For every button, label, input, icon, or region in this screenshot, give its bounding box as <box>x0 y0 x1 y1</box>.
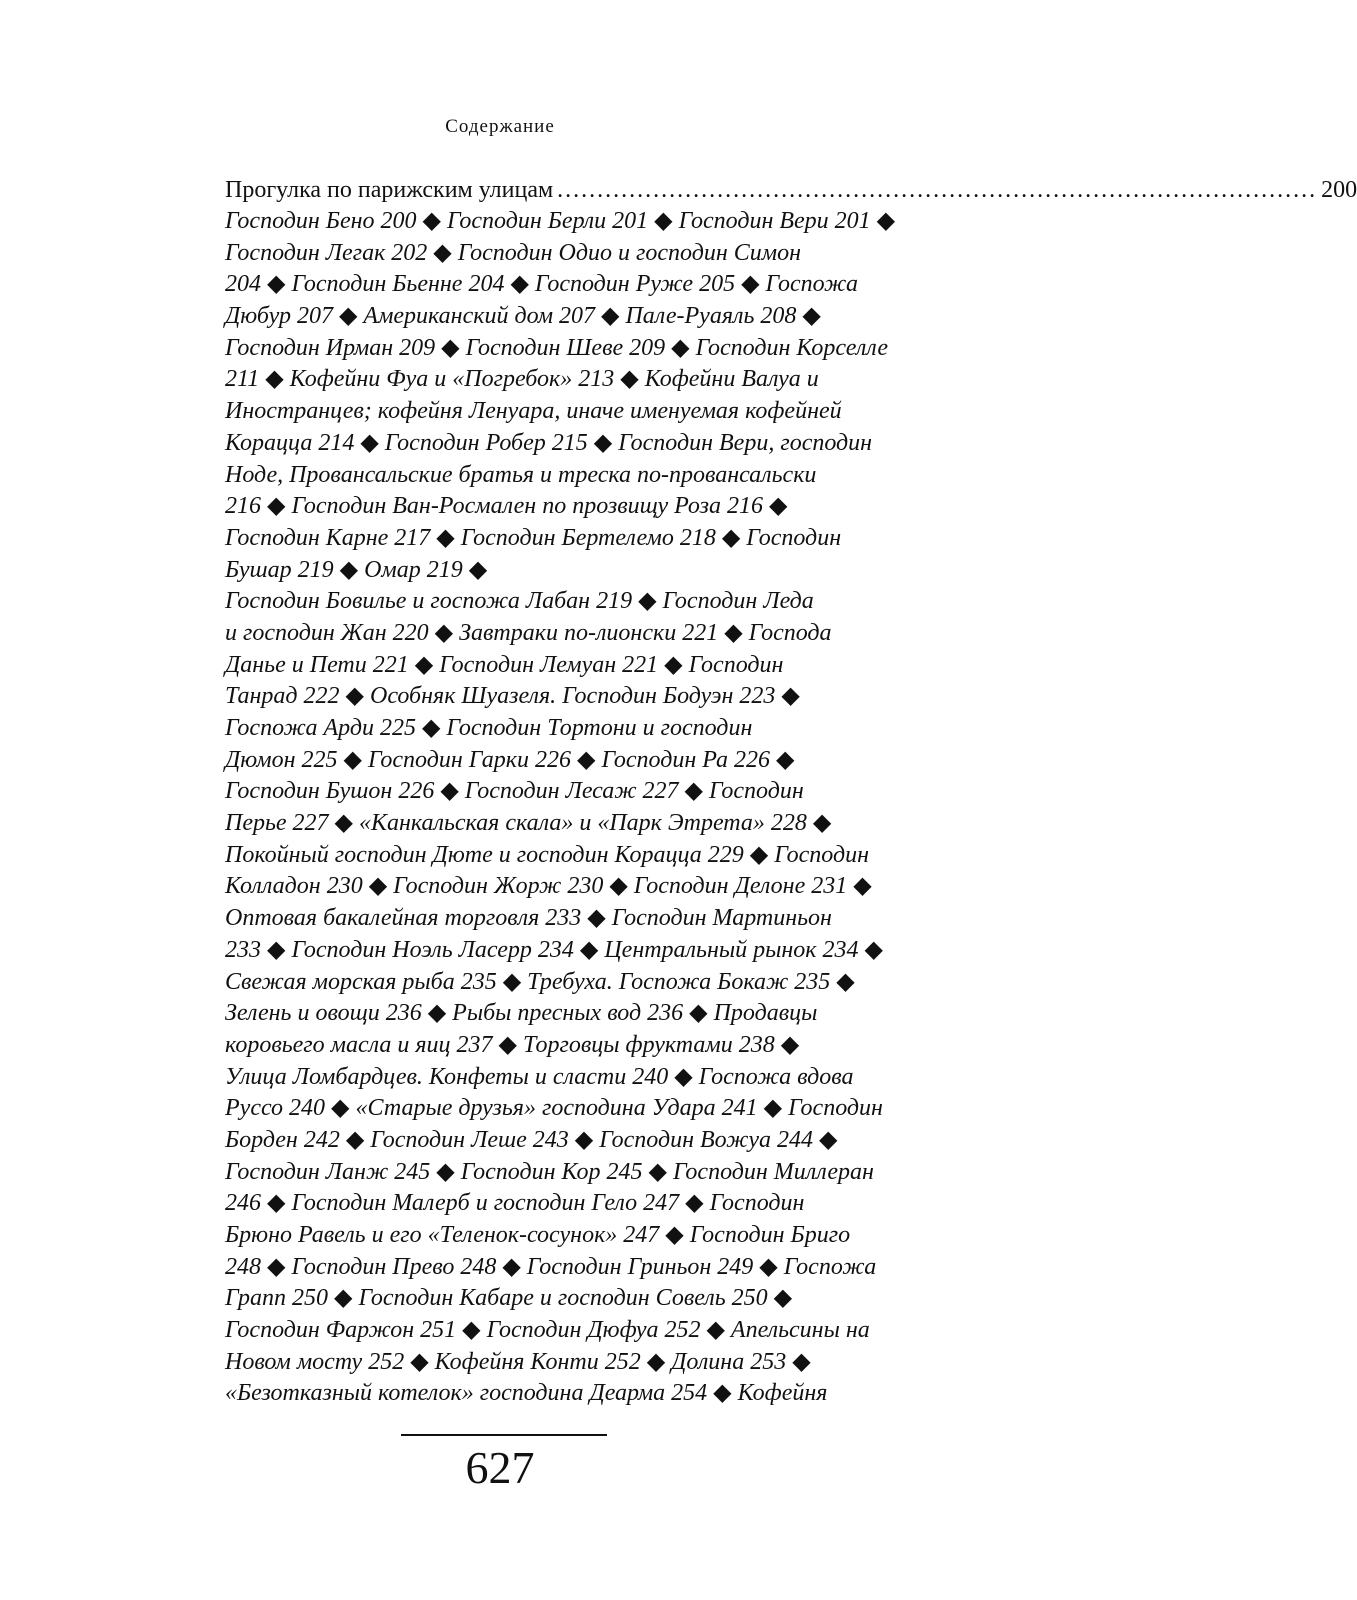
toc-entry-line: 204 ◆ Господин Бьенне 204 ◆ Господин Руже 205 ◆ Госпожа <box>225 271 858 298</box>
toc-entry-line: 233 ◆ Господин Ноэль Ласерр 234 ◆ Центральный рынок 234 ◆ <box>225 936 883 963</box>
toc-entry-line: Грапп 250 ◆ Господин Кабаре и господин Совель 250 ◆ <box>225 1285 793 1312</box>
toc-entry-line: Колладон 230 ◆ Господин Жорж 230 ◆ Господин Делоне 231 ◆ <box>225 873 872 900</box>
toc-entry-line: Господин Ланж 245 ◆ Господин Кор 245 ◆ Господин Миллеран <box>225 1158 874 1185</box>
footer-rule <box>401 1434 607 1436</box>
toc-entry-line: Господин Карне 217 ◆ Господин Бертелемо 218 ◆ Господин <box>225 524 842 551</box>
toc-entry-line: Данье и Пети 221 ◆ Господин Лемуан 221 ◆ Господин <box>225 651 784 678</box>
toc-block <box>225 174 1357 1410</box>
toc-entry-line: Господин Ирман 209 ◆ Господин Шеве 209 ◆ Господин Корселле <box>225 334 888 361</box>
toc-section-page: 200 <box>1321 177 1357 203</box>
toc-entry-line: Дюмон 225 ◆ Господин Гарки 226 ◆ Господин Ра 226 ◆ <box>225 746 795 773</box>
toc-entry-line: Оптовая бакалейная торговля 233 ◆ Господин Мартиньон <box>225 905 832 932</box>
toc-entry-line: Новом мосту 252 ◆ Кофейня Конти 252 ◆ Долина 253 ◆ <box>225 1348 811 1375</box>
toc-entry-line: Улица Ломбардцев. Конфеты и сласти 240 ◆ Госпожа вдова <box>225 1063 854 1090</box>
toc-entry-line: Свежая морская рыба 235 ◆ Требуха. Госпожа Бокаж 235 ◆ <box>225 968 855 995</box>
toc-entry-line: Господин Легак 202 ◆ Господин Одио и господин Симон <box>225 239 801 266</box>
toc-entry-line: 246 ◆ Господин Малерб и господин Гело 247 ◆ Господин <box>225 1190 805 1217</box>
toc-entry-line: Господин Фаржон 251 ◆ Господин Дюфуа 252 ◆ Апельсины на <box>225 1317 870 1344</box>
toc-entry-line: Госпожа Арди 225 ◆ Господин Тортони и господин <box>225 715 753 741</box>
toc-entry-line: Корацца 214 ◆ Господин Робер 215 ◆ Господин Вери, господин <box>225 429 873 456</box>
toc-entry-line: Брюно Равель и его «Теленок-сосунок» 247 ◆ Господин Бриго <box>225 1222 851 1248</box>
toc-entry-line: Иностранцев; кофейня Ленуара, иначе именуемая кофейней <box>225 398 842 425</box>
running-head: Содержание <box>445 116 555 137</box>
toc-entry-line: и господин Жан 220 ◆ Завтраки по-лионски 221 ◆ Господа <box>225 619 832 646</box>
toc-dot-leader: ............................................................................................... <box>557 177 1318 203</box>
toc-entry-line: Господин Бушон 226 ◆ Господин Лесаж 227 ◆ Господин <box>225 778 804 805</box>
toc-entry-line: Дюбур 207 ◆ Американский дом 207 ◆ Пале-Руаяль 208 ◆ <box>225 303 821 330</box>
toc-section-title: Прогулка по парижским улицам <box>225 177 554 203</box>
toc-entries <box>225 206 905 1410</box>
toc-entry-line: коровьего масла и яиц 237 ◆ Торговцы фруктами 238 ◆ <box>225 1031 800 1058</box>
toc-entry-line: Зелень и овощи 236 ◆ Рыбы пресных вод 236 ◆ Продавцы <box>225 1000 818 1027</box>
toc-entry-line: Господин Бено 200 ◆ Господин Берли 201 ◆ Господин Вери 201 ◆ <box>225 208 896 234</box>
toc-entry-line: Ноде, Провансальские братья и треска по-провансальски <box>225 461 817 488</box>
toc-entry-line: Перье 227 ◆ «Канкальская скала» и «Парк Этрета» 228 ◆ <box>225 810 832 837</box>
toc-entry-line: Руссо 240 ◆ «Старые друзья» господина Удара 241 ◆ Господин <box>225 1095 883 1122</box>
toc-entry-line: 216 ◆ Господин Ван-Росмален по прозвищу Роза 216 ◆ <box>225 493 788 520</box>
toc-entry-line: Покойный господин Дюте и господин Корацца 229 ◆ Господин <box>225 841 870 868</box>
toc-entry-line: Танрад 222 ◆ Особняк Шуазеля. Господин Бодуэн 223 ◆ <box>225 683 800 710</box>
toc-entry-line: 211 ◆ Кофейни Фуа и «Погребок» 213 ◆ Кофейни Валуа и <box>225 366 819 393</box>
toc-entry-line: Борден 242 ◆ Господин Леше 243 ◆ Господин Вожуа 244 ◆ <box>225 1126 838 1153</box>
toc-entry-line: Господин Бовилье и госпожа Лабан 219 ◆ Господин Леда <box>225 588 814 615</box>
toc-entry-line: «Безотказный котелок» господина Деарма 254 ◆ Кофейня <box>225 1380 828 1407</box>
toc-entry-line: 248 ◆ Господин Прево 248 ◆ Господин Гриньон 249 ◆ Госпожа <box>225 1253 877 1280</box>
page-number: 627 <box>465 1442 535 1493</box>
toc-entry-line: Бушар 219 ◆ Омар 219 ◆ <box>225 556 488 583</box>
toc-section-heading <box>225 174 1357 206</box>
